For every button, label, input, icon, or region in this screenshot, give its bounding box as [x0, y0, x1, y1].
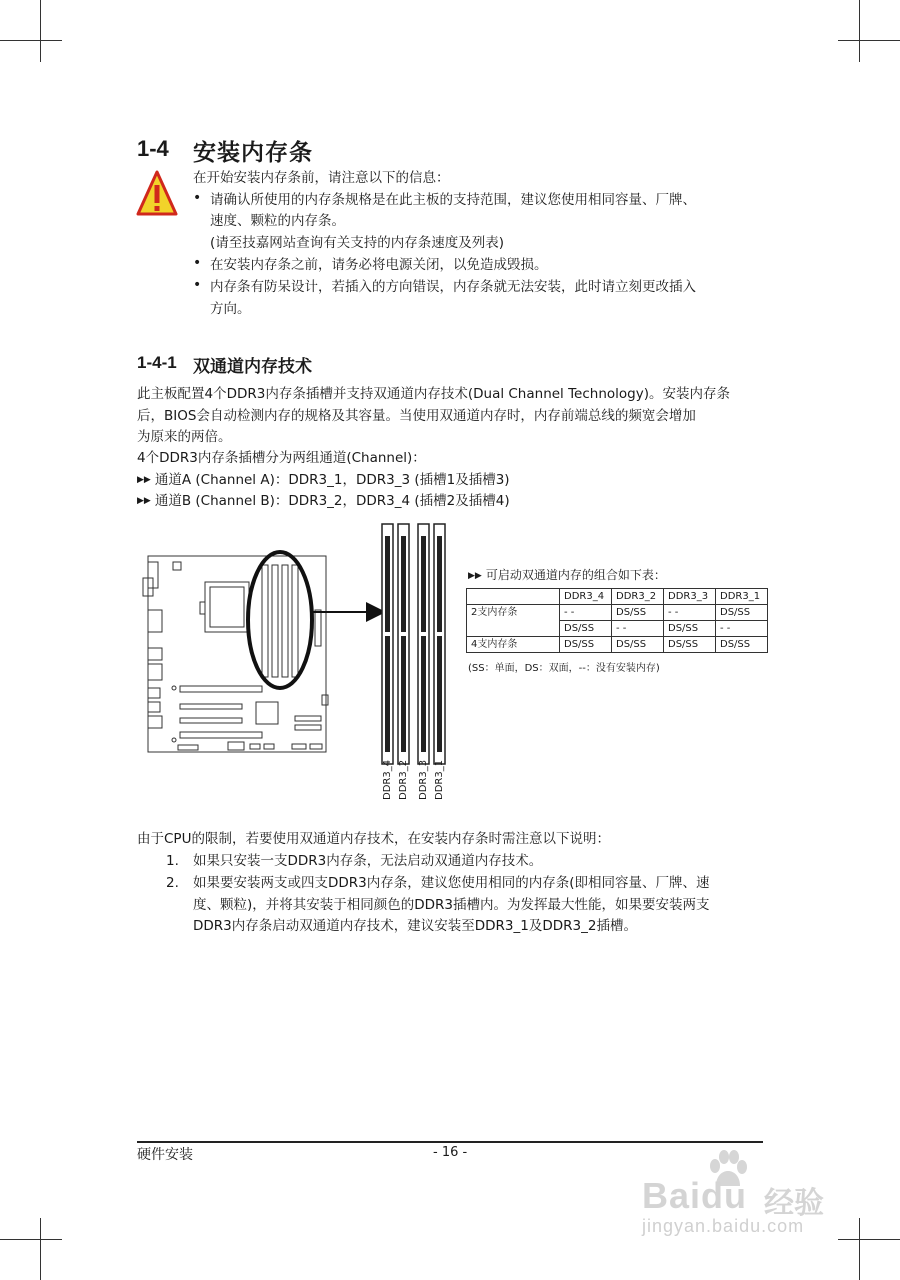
crop-mark: [859, 0, 860, 62]
table-cell: 2支内存条: [467, 605, 560, 621]
watermark-url: jingyan.baidu.com: [642, 1216, 805, 1236]
table-cell: DS/SS: [716, 637, 768, 653]
bullet-3-line-2: 方向。: [210, 301, 251, 317]
table-cell: - -: [716, 621, 768, 637]
table-cell: DS/SS: [664, 637, 716, 653]
cpu-note-item-2-line-2: 度、颗粒)，并将其安装于相同颜色的DDR3插槽内。为发挥最大性能，如果要安装两支: [193, 897, 710, 913]
crop-mark: [838, 40, 900, 41]
motherboard-diagram: [140, 520, 460, 810]
bullet-3-line-1: 内存条有防呆设计，若插入的方向错误，内存条就无法安装，此时请立刻更改插入: [210, 279, 696, 295]
footer-rule: [137, 1141, 763, 1143]
footer-section: 硬件安装: [137, 1147, 193, 1163]
table-cell: DS/SS: [560, 621, 612, 637]
bullet-dot: •: [193, 190, 202, 206]
para-line-4: 4个DDR3内存条插槽分为两组通道(Channel)：: [137, 450, 426, 466]
crop-mark: [40, 1218, 41, 1280]
warning-icon: [136, 168, 178, 218]
slot-label-ddr3-3: DDR3_3: [418, 759, 429, 800]
combo-table: [466, 588, 768, 653]
crop-mark: [0, 40, 62, 41]
table-header-cell: DDR3_2: [612, 589, 664, 605]
section-number: 1-4: [137, 136, 169, 161]
table-header-cell: DDR3_1: [716, 589, 768, 605]
bullet-1-line-2: 速度、颗粒的内存条。: [210, 213, 345, 229]
table-cell: - -: [612, 621, 664, 637]
table-cell: DS/SS: [612, 637, 664, 653]
combo-table-caption-text: 可启动双通道内存的组合如下表：: [485, 568, 666, 582]
para-line-3: 为原来的两倍。: [137, 429, 232, 445]
table-cell: DS/SS: [560, 637, 612, 653]
bullet-dot: •: [193, 255, 202, 271]
double-arrow-icon: ▶▶: [137, 475, 151, 485]
bullet-1-line-3: (请至技嘉网站查询有关支持的内存条速度及列表): [210, 235, 505, 251]
combo-table-caption: [468, 566, 666, 583]
crop-mark: [40, 0, 41, 62]
channel-b-text: 通道B (Channel B)：DDR3_2，DDR3_4 (插槽2及插槽4): [154, 493, 510, 509]
watermark-cn: 经验: [764, 1186, 824, 1221]
table-cell: - -: [664, 605, 716, 621]
double-arrow-icon: ▶▶: [468, 570, 482, 581]
channel-a-item: [137, 470, 510, 490]
table-row: [467, 637, 768, 653]
double-arrow-icon: ▶▶: [137, 496, 151, 506]
cpu-note-intro: 由于CPU的限制，若要使用双通道内存技术，在安装内存条时需注意以下说明：: [137, 831, 610, 847]
page-number: - 16 -: [433, 1145, 468, 1160]
subsection-title: 双通道内存技术: [193, 357, 312, 377]
cpu-note-item-2-line-3: DDR3内存条启动双通道内存技术，建议安装至DDR3_1及DDR3_2插槽。: [193, 918, 637, 934]
subsection-number: 1-4-1: [137, 353, 177, 372]
table-cell: DS/SS: [716, 605, 768, 621]
channel-a-text: 通道A (Channel A)：DDR3_1，DDR3_3 (插槽1及插槽3): [154, 472, 510, 488]
section-intro: 在开始安装内存条前，请注意以下的信息：: [193, 170, 450, 186]
table-cell: DS/SS: [612, 605, 664, 621]
bullet-dot: •: [193, 277, 202, 293]
table-row: [467, 589, 768, 605]
slot-label-ddr3-2: DDR3_2: [398, 759, 409, 800]
cpu-note-item-1-num: 1.: [166, 853, 179, 869]
table-header-cell: DDR3_4: [560, 589, 612, 605]
table-header-cell: DDR3_3: [664, 589, 716, 605]
slot-label-ddr3-1: DDR3_1: [434, 759, 445, 800]
para-line-1: 此主板配置4个DDR3内存条插槽并支持双通道内存技术(Dual Channel Technology)。安装内存条: [137, 386, 730, 402]
watermark: [640, 1150, 870, 1240]
channel-b-item: [137, 491, 510, 511]
bullet-2-line-1: 在安装内存条之前，请务必将电源关闭，以免造成毁损。: [210, 257, 548, 273]
watermark-brand: Baidu: [642, 1175, 748, 1216]
cpu-note-item-2-num: 2.: [166, 875, 179, 891]
cpu-note-item-1-line-1: 如果只安装一支DDR3内存条，无法启动双通道内存技术。: [193, 853, 543, 869]
cpu-note-item-2-line-1: 如果要安装两支或四支DDR3内存条，建议您使用相同的内存条(即相同容量、厂牌、速: [193, 875, 710, 891]
table-cell: [467, 589, 560, 605]
table-cell: - -: [560, 605, 612, 621]
combo-table-note: (SS：单面，DS：双面，--：没有安装内存): [468, 663, 660, 674]
crop-mark: [0, 1239, 62, 1240]
table-row: [467, 621, 768, 637]
table-cell: [467, 621, 560, 637]
table-cell: DS/SS: [664, 621, 716, 637]
slot-label-ddr3-4: DDR3_4: [382, 759, 393, 800]
para-line-2: 后，BIOS会自动检测内存的规格及其容量。当使用双通道内存时，内存前端总线的频宽会增加: [137, 408, 696, 424]
table-cell: 4支内存条: [467, 637, 560, 653]
bullet-1-line-1: 请确认所使用的内存条规格是在此主板的支持范围，建议您使用相同容量、厂牌、: [210, 192, 696, 208]
section-title: 安装内存条: [193, 140, 313, 166]
table-row: [467, 605, 768, 621]
